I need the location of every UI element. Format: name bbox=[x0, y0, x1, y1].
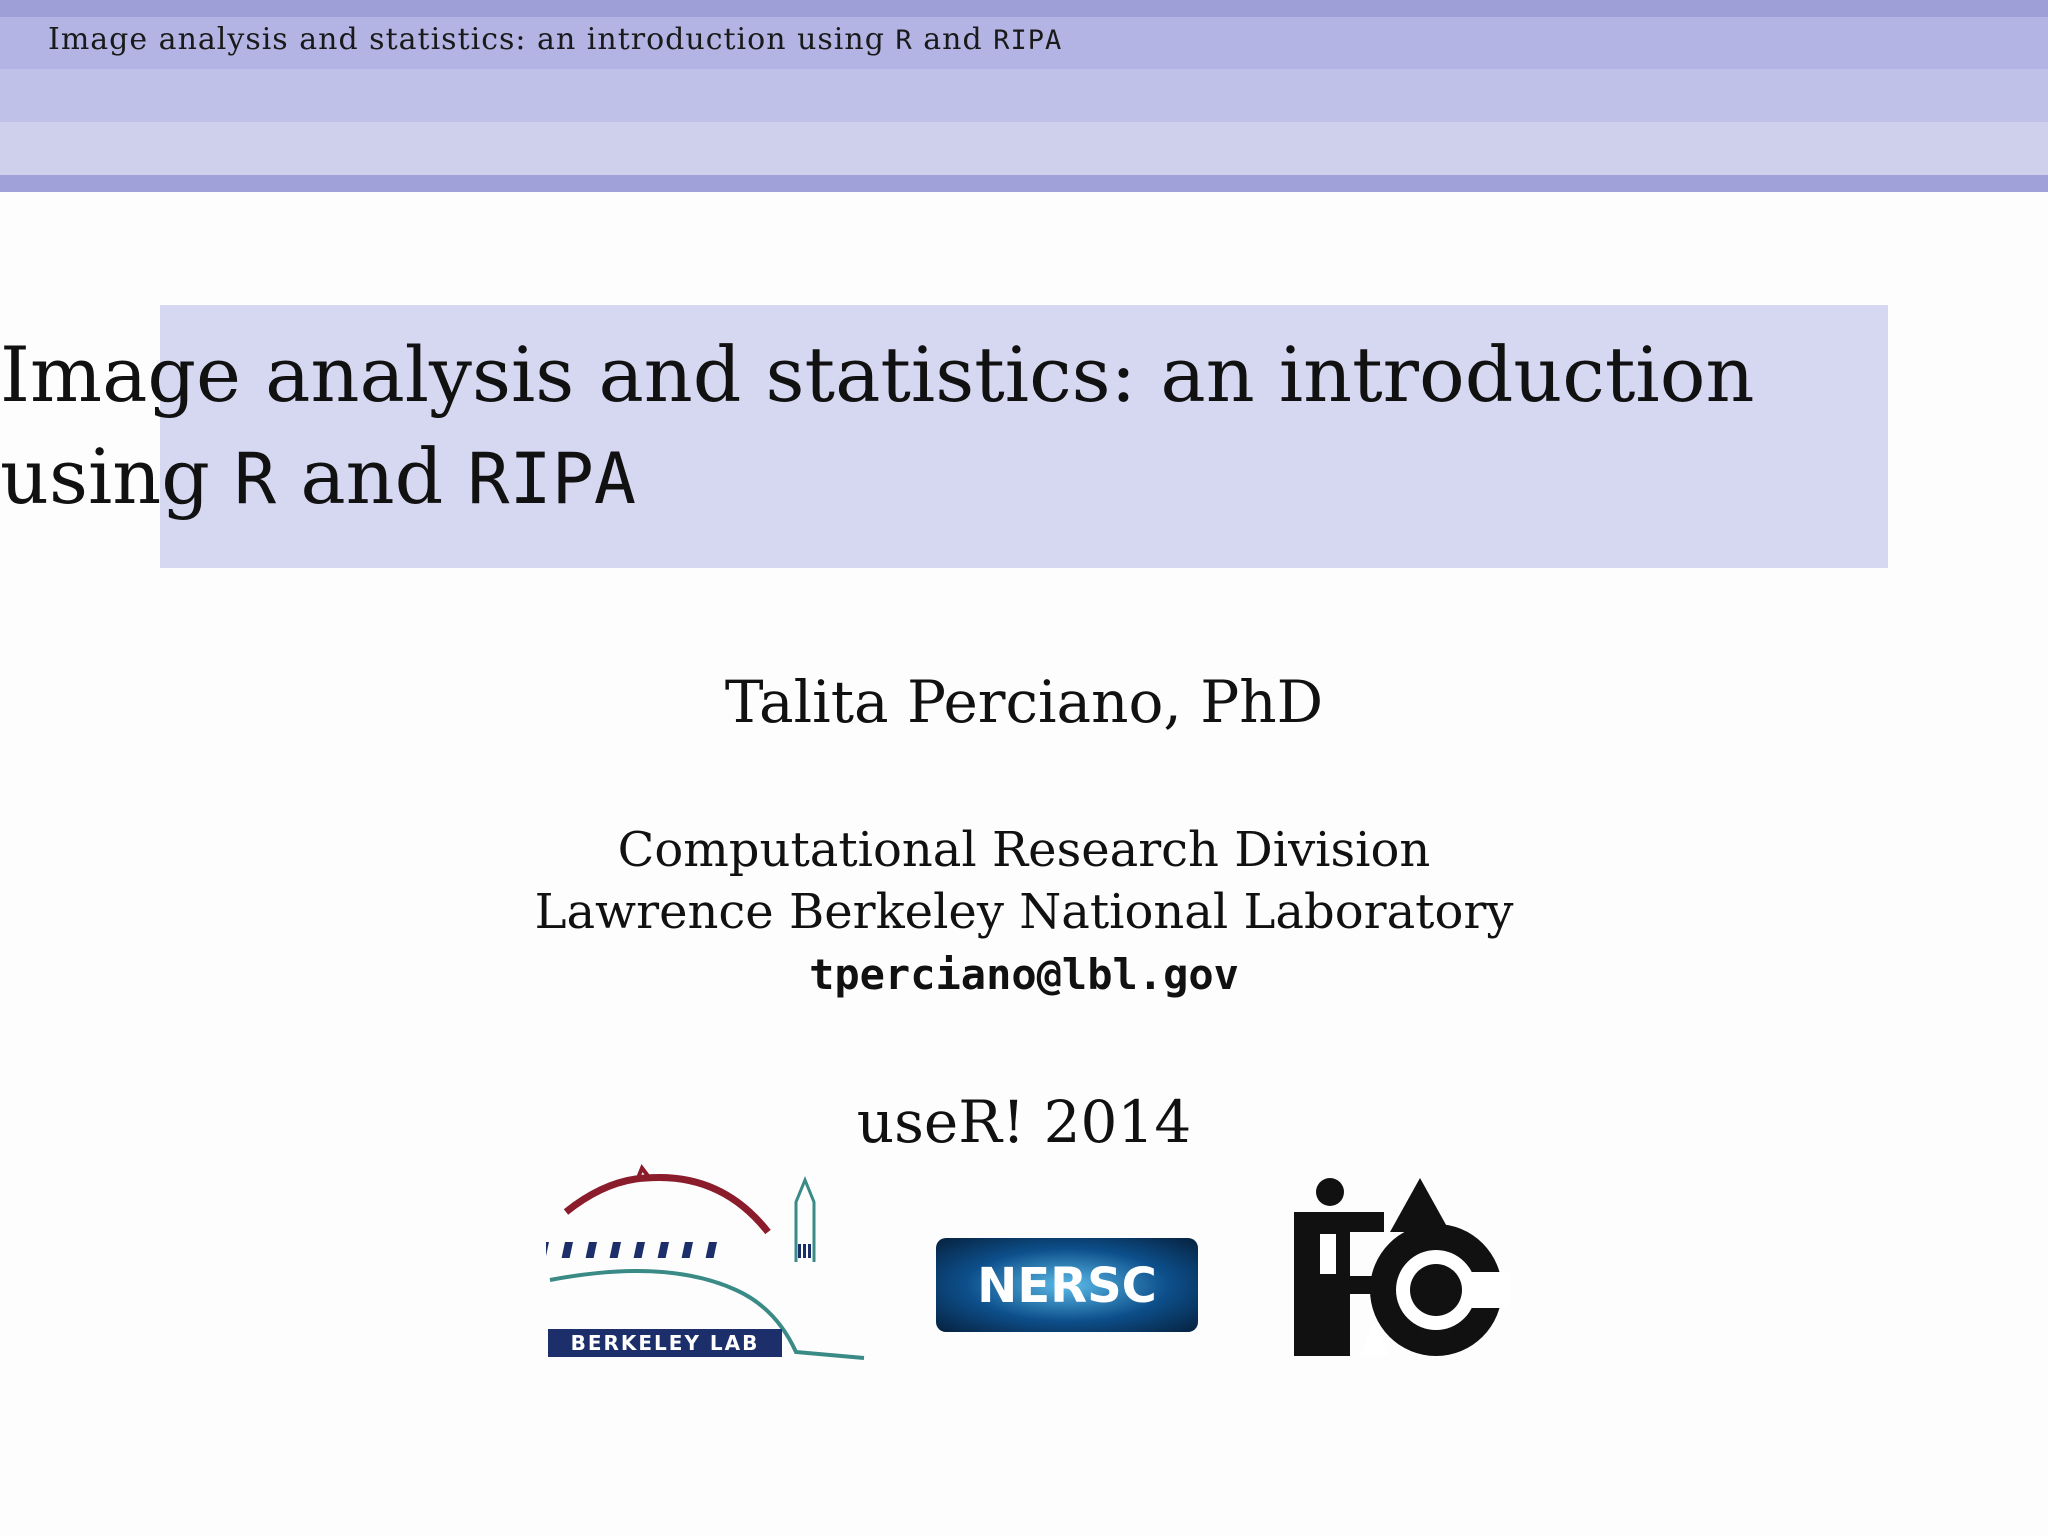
berkeley-lab-logo bbox=[546, 1162, 866, 1362]
header-title-r: R bbox=[895, 25, 913, 56]
header-band bbox=[0, 0, 2048, 17]
title-ripa: RIPA bbox=[467, 438, 636, 520]
header-band bbox=[0, 122, 2048, 175]
svg-text:BERKELEY LAB: BERKELEY LAB bbox=[570, 1331, 760, 1355]
title-and: and bbox=[276, 432, 468, 521]
title-using: using bbox=[0, 432, 235, 521]
header-title-and: and bbox=[912, 22, 994, 57]
author-email: tperciano@lbl.gov bbox=[809, 950, 1239, 999]
event-name: useR! 2014 bbox=[856, 1088, 1192, 1156]
header-title bbox=[48, 22, 1062, 57]
author-name: Talita Perciano, PhD bbox=[724, 668, 1324, 736]
header-title-ripa: RIPA bbox=[993, 25, 1063, 56]
svg-text:NERSC: NERSC bbox=[977, 1258, 1157, 1314]
header-title-text: Image analysis and statistics: an introduction using bbox=[48, 22, 896, 57]
slide-title-line-2 bbox=[0, 432, 2048, 521]
nersc-logo bbox=[936, 1238, 1198, 1332]
slide-title-line-1: Image analysis and statistics: an introduction bbox=[0, 330, 1755, 419]
title-r: R bbox=[234, 438, 277, 520]
fc-logo bbox=[1290, 1172, 1510, 1360]
affiliation-lab: Lawrence Berkeley National Laboratory bbox=[534, 884, 1514, 940]
slide-header bbox=[0, 0, 2048, 192]
header-band bbox=[0, 175, 2048, 192]
affiliation-division: Computational Research Division bbox=[617, 822, 1431, 878]
header-band bbox=[0, 69, 2048, 122]
